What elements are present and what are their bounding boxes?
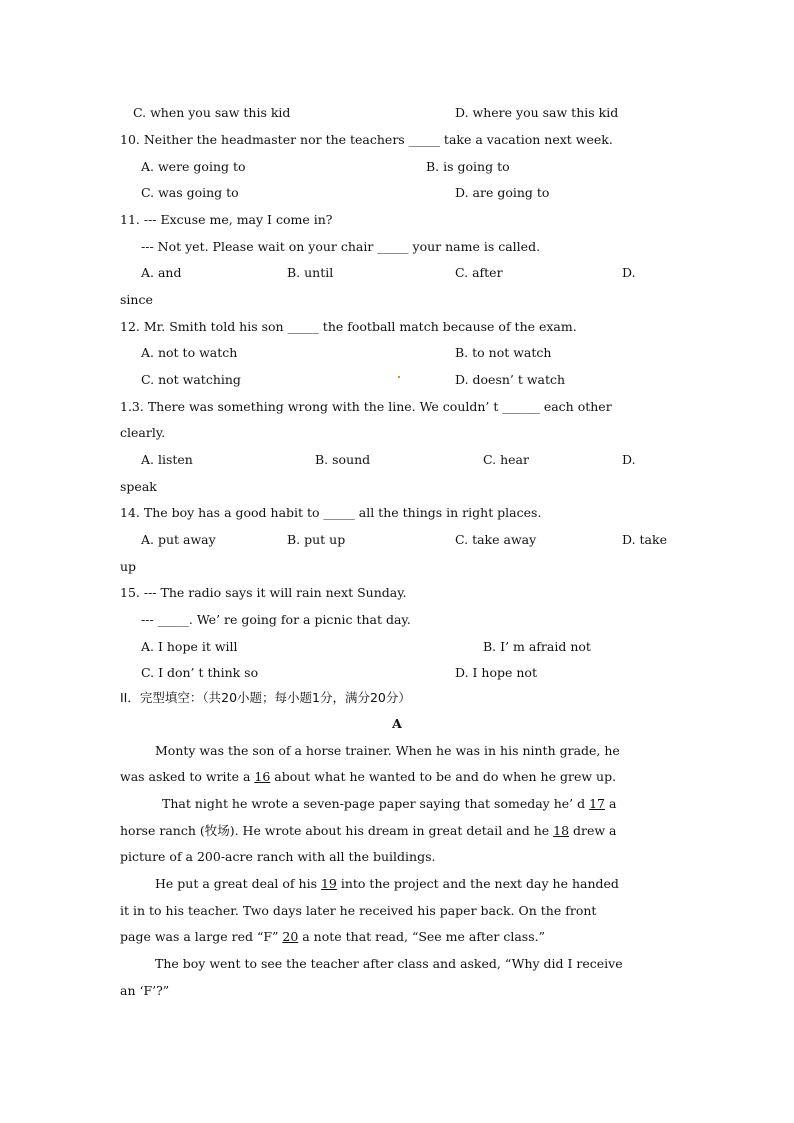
blank-19: 19 <box>320 876 337 891</box>
q15-option-a: A. I hope it will <box>141 639 238 654</box>
blank-18: 18 <box>553 823 570 838</box>
q14-option-d: D. take <box>622 532 667 547</box>
q11-stem: 11. --- Excuse me, may I come in? <box>120 212 333 227</box>
passage-p2-line2: horse ranch (牧场). He wrote about his dream in great detail and he 18 drew a <box>120 823 617 838</box>
passage-p1-line2: was asked to write a 16 about what he wanted to be and do when he grew up. <box>120 769 617 784</box>
blank-17: 17 <box>589 796 605 811</box>
q12-option-c: C. not watching <box>141 372 241 387</box>
q9-option-d: D. where you saw this kid <box>455 105 619 120</box>
q13-option-b: B. sound <box>315 452 371 467</box>
passage-p1-line1: Monty was the son of a horse trainer. When he was in his ninth grade, he <box>155 743 620 758</box>
q10-option-a: A. were going to <box>141 159 246 174</box>
q11-option-b: B. until <box>287 265 334 280</box>
q9-option-c: C. when you saw this kid <box>133 105 291 120</box>
q14-stem: 14. The boy has a good habit to _____ all the things in right places. <box>120 505 542 520</box>
q14-option-b: B. put up <box>287 532 346 547</box>
q12-option-d: D. doesn’ t watch <box>455 372 566 387</box>
q15-option-c: C. I don’ t think so <box>141 665 259 680</box>
q13-stem-wrap: clearly. <box>120 425 166 440</box>
q10-stem: 10. Neither the headmaster nor the teachers _____ take a vacation next week. <box>120 132 613 147</box>
q15-reply: --- _____. We’ re going for a picnic that day. <box>141 612 411 627</box>
q11-option-d-wrap: since <box>120 292 153 307</box>
stray-dot <box>398 376 400 378</box>
q11-option-a: A. and <box>141 265 182 280</box>
q15-option-b: B. I’ m afraid not <box>483 639 591 654</box>
q11-option-d: D. <box>622 265 636 280</box>
passage-p4-line1: The boy went to see the teacher after class and asked, “Why did I receive <box>155 956 623 971</box>
q12-stem: 12. Mr. Smith told his son _____ the football match because of the exam. <box>120 319 577 334</box>
q12-option-b: B. to not watch <box>455 345 552 360</box>
q14-option-a: A. put away <box>141 532 216 547</box>
q13-option-d-wrap: speak <box>120 479 157 494</box>
section-heading: II．完型填空：（共20小题；每小题1分，满分20分） <box>120 690 411 705</box>
q10-option-c: C. was going to <box>141 185 239 200</box>
q10-option-b: B. is going to <box>426 159 510 174</box>
q13-option-a: A. listen <box>141 452 193 467</box>
q15-option-d: D. I hope not <box>455 665 537 680</box>
q12-option-a: A. not to watch <box>141 345 238 360</box>
blank-20: 20 <box>282 929 299 944</box>
passage-label: A <box>392 716 402 731</box>
q14-option-c: C. take away <box>455 532 537 547</box>
q13-option-c: C. hear <box>483 452 529 467</box>
passage-p3-line3: page was a large red “F” 20 a note that read, “See me after class.” <box>120 929 545 944</box>
q15-stem: 15. --- The radio says it will rain next Sunday. <box>120 585 407 600</box>
q11-option-c: C. after <box>455 265 503 280</box>
passage-p2-line1: That night he wrote a seven-page paper saying that someday he’ d 17 a <box>162 796 617 811</box>
q11-reply: --- Not yet. Please wait on your chair _____ your name is called. <box>141 239 541 254</box>
passage-p3-line2: it in to his teacher. Two days later he received his paper back. On the front <box>120 903 597 918</box>
passage-p3-line1: He put a great deal of his 19 into the project and the next day he handed <box>155 876 619 891</box>
q10-option-d: D. are going to <box>455 185 550 200</box>
q13-stem: 1.3. There was something wrong with the line. We couldn’ t ______ each other <box>120 399 612 414</box>
blank-16: 16 <box>254 769 271 784</box>
passage-p2-line3: picture of a 200-acre ranch with all the buildings. <box>120 849 436 864</box>
passage-p4-line2: an ‘F’?” <box>120 983 170 998</box>
q14-option-d-wrap: up <box>120 559 137 574</box>
q13-option-d: D. <box>622 452 636 467</box>
